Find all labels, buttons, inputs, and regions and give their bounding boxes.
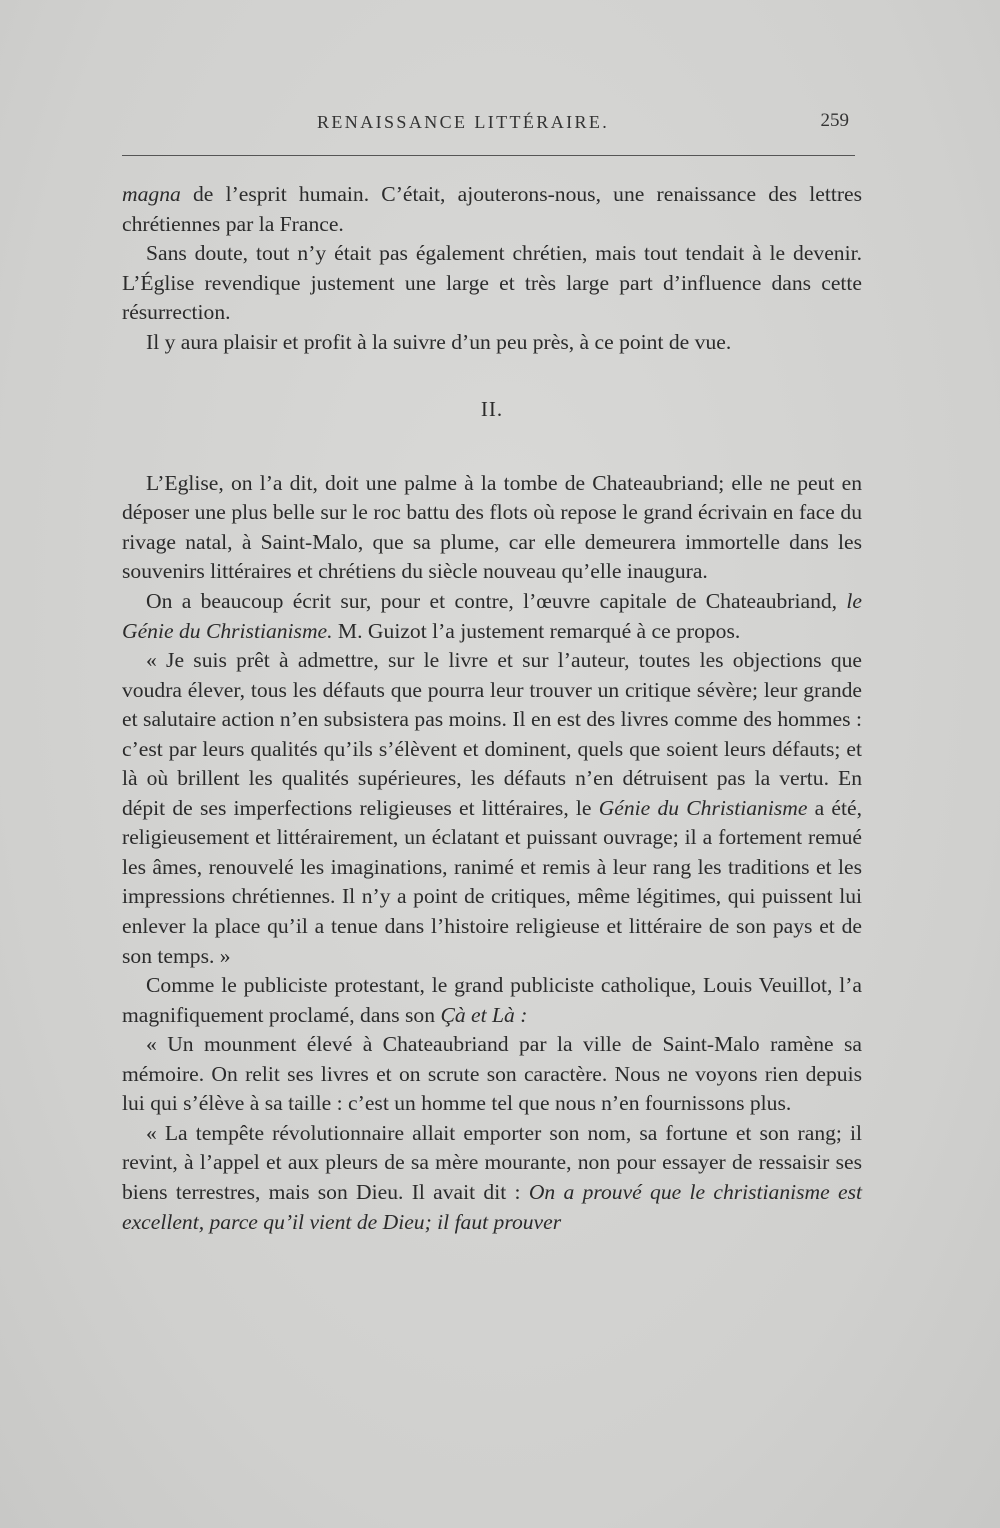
paragraph-text: On a beaucoup écrit sur, pour et contre, l’œuvre capitale de Chateaubriand, (146, 589, 847, 614)
section-number: II. (480, 397, 504, 422)
italic-text: Génie du Christianisme (598, 795, 808, 820)
body-text (122, 180, 862, 1237)
paragraph (122, 587, 862, 646)
paragraph: Il y aura plaisir et profit à la suivre d’un peu près, à ce point de vue. (146, 329, 732, 354)
italic-text: On a prouvé que le christianisme est excellent, parce qu’il vient de Dieu; il faut prouver (122, 1179, 862, 1234)
quotation-paragraph: « Un mounment élevé à Chateaubriand par la ville de Saint-Malo ramène sa mémoire. On relit ses livres et on scrute son caractère. Nous ne voyons rien depuis lui qui s’élève à sa taille : c’est un homme tel que nous n’en fournissons plus. (122, 1032, 862, 1116)
italic-text: magna (122, 182, 181, 206)
page-number: 259 (820, 110, 849, 131)
paragraph-text: de l’esprit humain. C’était, ajouterons-nous, une renaissance des lettres chrétiennes par la France. (122, 182, 862, 236)
page-header (122, 112, 855, 142)
italic-text: Çà et Là : (440, 1002, 528, 1027)
paragraph-text: a été, religieusement et littérairement, un éclatant et puissant ouvrage; il a fortement remué les âmes, renouvelé les imaginations, ranimé et remis à leur rang les traditions et les impressions chrétiennes. Il n’y a point de critiques, même légitimes, qui puissent lui enlever la place qu’il a tenue dans l’histoire religieuse et littéraire de son pays et de son temps. » (122, 795, 862, 968)
paragraph-text: « Je suis prêt à admettre, sur le livre et sur l’auteur, toutes les objections que voudra élever, tous les défauts que pourra leur trouver un critique sévère; leur grande et salutaire action n’en subsistera pas moins. Il en est des livres comme des hommes : c’est par leurs qualités qu’ils s’élèvent et dominent, quels que soient leurs défauts; et là où brillent les qualités supérieures, les défauts n’en détruisent pas la vertu. En dépit de ses imperfections religieuses et littéraires, le (122, 648, 862, 820)
paragraph-text: Comme le publiciste protestant, le grand publiciste catholique, Louis Veuillot, l’a magnifiquement proclamé, dans son (122, 973, 862, 1027)
paragraph: Sans doute, tout n’y était pas également chrétien, mais tout tendait à le devenir. L’Église revendique justement une large et très large part d’influence dans cette résurrection. (122, 241, 862, 325)
quotation-paragraph (122, 646, 862, 971)
paragraph-text: M. Guizot l’a justement remarqué à ce propos. (332, 618, 741, 643)
paragraph (122, 180, 862, 239)
paragraph (122, 971, 862, 1030)
paragraph: L’Eglise, on l’a dit, doit une palme à la tombe de Chateaubriand; elle ne peut en déposer une plus belle sur le roc battu des flots où repose le grand écrivain en face du rivage natal, à Saint-Malo, que sa plume, car elle demeurera immortelle dans les souvenirs littéraires et chrétiens du siècle nouveau qu’elle inaugura. (122, 470, 862, 584)
paragraph-text: « La tempête révolutionnaire allait emporter son nom, sa fortune et son rang; il revint, à l’appel et aux pleurs de sa mère mourante, non pour essayer de ressaisir ses biens terrestres, mais son Dieu. Il avait dit : (122, 1120, 862, 1204)
header-rule (122, 155, 855, 156)
quotation-paragraph (122, 1119, 862, 1237)
italic-text: le Génie du Christianisme. (122, 589, 862, 643)
running-title: RENAISSANCE LITTÉRAIRE. (317, 112, 610, 132)
